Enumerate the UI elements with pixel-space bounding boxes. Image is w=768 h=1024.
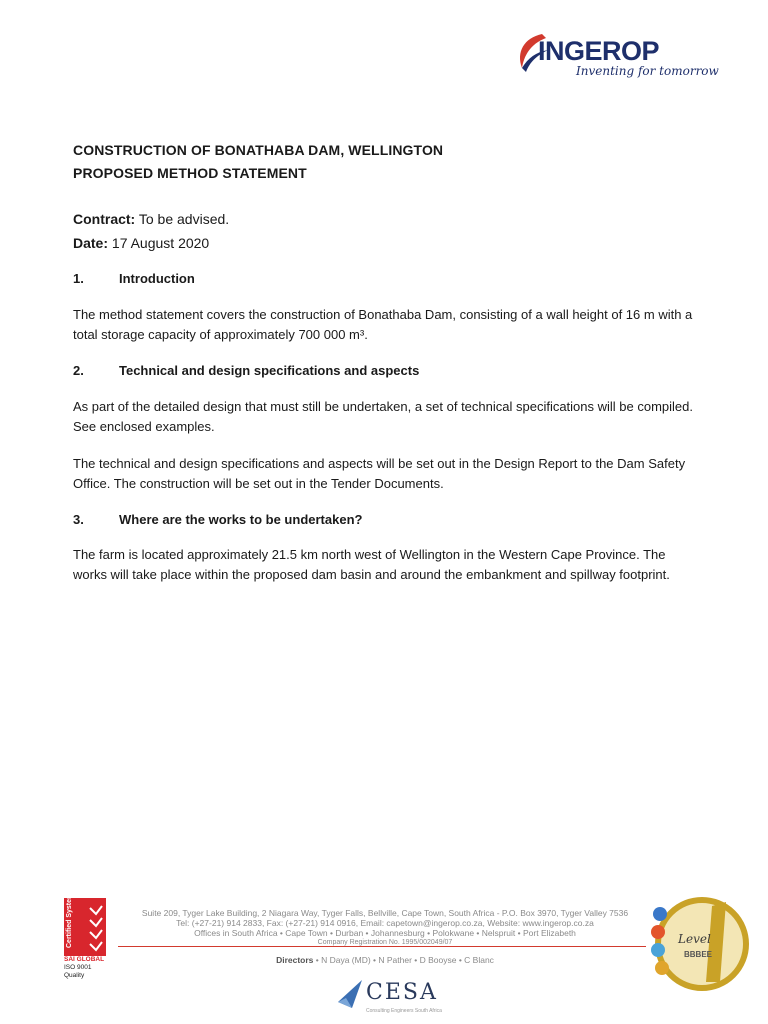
- cesa-subtitle: Consulting Engineers South Africa: [366, 1008, 442, 1014]
- date-line: [73, 235, 209, 251]
- bbbee-subtitle: BBBEE: [684, 950, 713, 959]
- section-3-paragraph-1: The farm is located approximately 21.5 km north west of Wellington in the Western Cape Province. The works will take place within the proposed dam basin and around the embankment and spillway footprint.: [73, 547, 670, 582]
- cesa-wordmark: CESA: [366, 980, 438, 1005]
- section-1-paragraph-1: The method statement covers the construction of Bonathaba Dam, consisting of a wall height of 16 m with a total storage capacity of approximately 700 000 m³.: [73, 307, 693, 342]
- directors-names: • N Daya (MD) • N Pather • D Booyse • C Blanc: [313, 955, 494, 965]
- logo-wordmark: INGEROP: [538, 36, 660, 66]
- date-value: 17 August 2020: [108, 235, 210, 251]
- footer-offices: Offices in South Africa • Cape Town • Durban • Johannesburg • Polokwane • Nelspruit • Port Elizabeth: [194, 928, 576, 938]
- section-number: 3.: [73, 512, 84, 527]
- section-title: Introduction: [119, 271, 195, 286]
- certification-caption: [64, 956, 104, 980]
- section-2-heading: [73, 363, 419, 378]
- section-title: Technical and design specifications and aspects: [119, 363, 420, 378]
- date-label: Date:: [73, 235, 109, 251]
- document-title-line1: CONSTRUCTION OF BONATHABA DAM, WELLINGTON: [73, 142, 444, 158]
- bbbee-level-text: Level: [678, 932, 711, 946]
- logo-tagline: Inventing for tomorrow: [576, 64, 719, 78]
- footer-address-block: [120, 908, 650, 948]
- certified-system-text: Certified System: [66, 892, 73, 948]
- contract-label: Contract:: [73, 211, 136, 227]
- section-3-heading: [73, 512, 362, 527]
- directors-label: Directors: [276, 955, 314, 965]
- document-title-line2: PROPOSED METHOD STATEMENT: [73, 165, 307, 181]
- section-title: Where are the works to be undertaken?: [119, 512, 363, 527]
- contract-line: [73, 211, 229, 227]
- footer-registration: Company Registration No. 1995/002049/07: [317, 939, 453, 946]
- certified-system-badge: [64, 892, 106, 956]
- sai-global-label: SAI GLOBAL: [64, 956, 105, 963]
- quality-label: Quality: [64, 972, 85, 979]
- footer-divider: [118, 946, 646, 947]
- section-number: 2.: [73, 363, 84, 378]
- footer-address: Suite 209, Tyger Lake Building, 2 Niagara Way, Tyger Falls, Bellville, Cape Town, South Africa - P.O. Box 3970, Tyger Valley 7536: [141, 908, 629, 918]
- footer-contact: Tel: (+27-21) 914 2833, Fax: (+27-21) 914 0916, Email: capetown@ingerop.co.za, Website: www.ingerop.co.za: [176, 918, 594, 928]
- section-2-paragraph-1: As part of the detailed design that must still be undertaken, a set of technical specifications will be compiled. See enclosed examples.: [73, 399, 694, 434]
- section-1-heading: [73, 271, 195, 286]
- cesa-logo: [336, 976, 456, 1016]
- bbbee-level-badge: [650, 892, 750, 998]
- section-2-paragraph-2: The technical and design specifications and aspects will be set out in the Design Report to the Dam Safety Office. The construction will be set out in the Tender Documents.: [73, 456, 686, 491]
- iso-label: ISO 9001: [64, 964, 92, 971]
- section-number: 1.: [73, 271, 84, 286]
- contract-value: To be advised.: [135, 211, 230, 227]
- cesa-emblem-icon: [336, 978, 366, 1012]
- ingerop-logo: [512, 28, 719, 88]
- footer-directors: [120, 955, 650, 965]
